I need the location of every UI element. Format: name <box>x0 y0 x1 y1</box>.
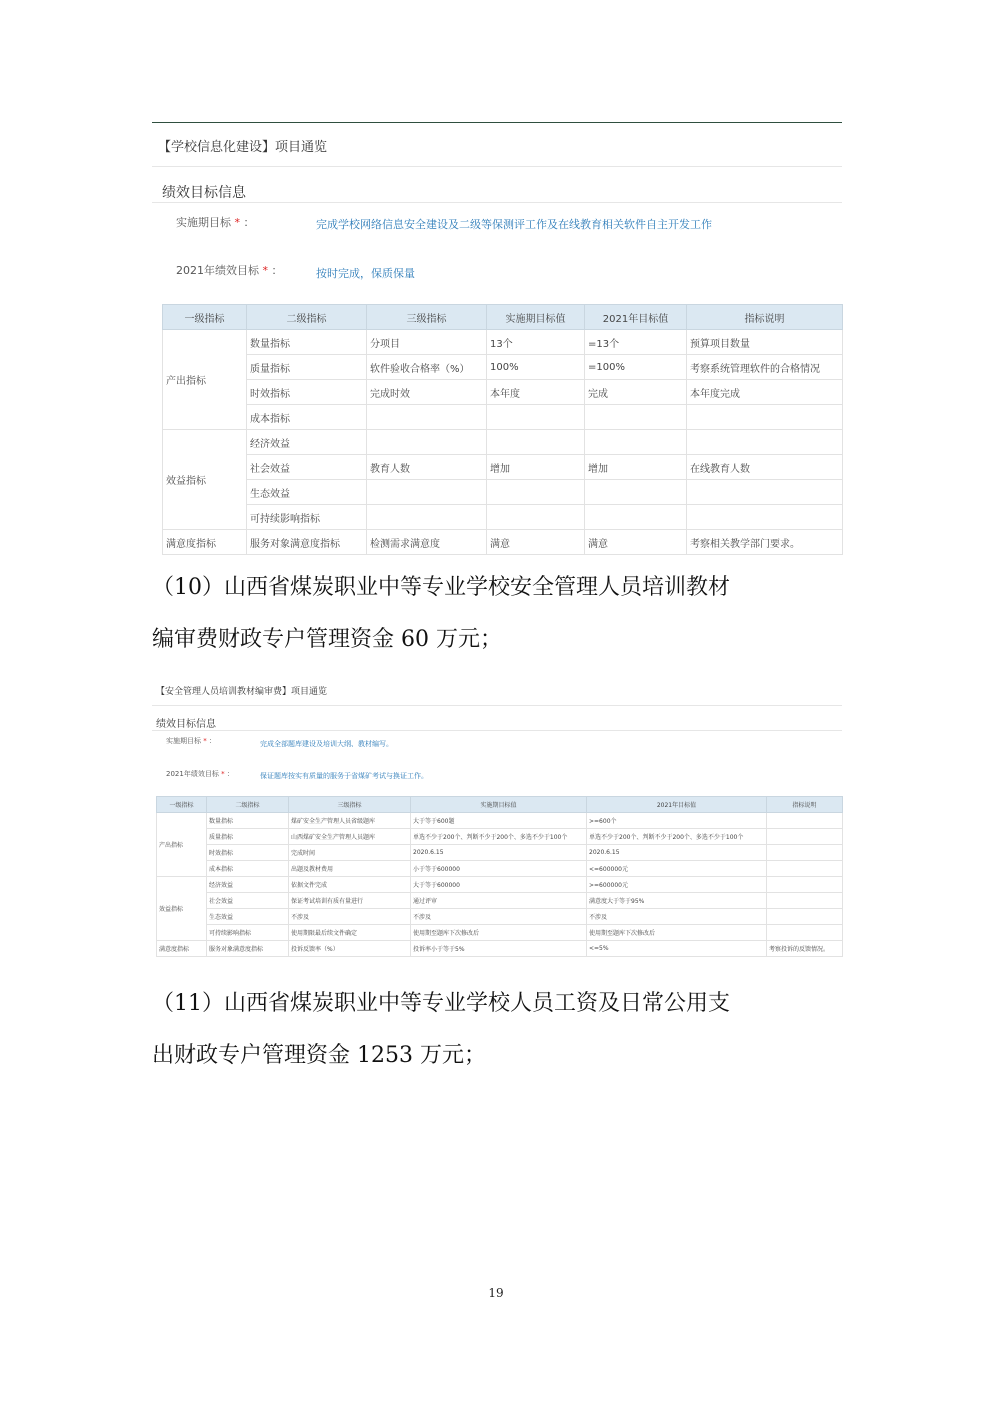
table-cell <box>767 925 843 941</box>
table-cell: 使用期至题库下次修改后 <box>587 925 767 941</box>
table-cell: 社会效益 <box>247 455 367 480</box>
table-cell: 质量指标 <box>247 355 367 380</box>
table-cell: 保证考试培训有质有量进行 <box>289 893 411 909</box>
table-header-row <box>157 797 843 813</box>
table-cell <box>767 877 843 893</box>
table-cell: 成本指标 <box>247 405 367 430</box>
table-cell: 考察相关教学部门要求。 <box>687 530 843 555</box>
table-cell: 单选不少于200个、判断不少于200个、多选不少于100个 <box>587 829 767 845</box>
table-cell: 完成时效 <box>367 380 487 405</box>
table-row <box>157 829 843 845</box>
table-cell <box>585 430 687 455</box>
table-cell: 煤矿安全生产管理人员省级题库 <box>289 813 411 829</box>
table-cell <box>687 480 843 505</box>
body-paragraph-line: 出财政专户管理资金 1253 万元； <box>152 1043 486 1068</box>
table-cell: 使用期至题库下次修改后 <box>411 925 587 941</box>
table-cell: 服务对象满意度指标 <box>207 941 289 957</box>
impl-target-value: 完成全部题库建设及培训大纲、教材编写。 <box>260 740 393 748</box>
year-target-label: 2021年绩效目标 * ： <box>176 264 283 277</box>
section-title: 绩效目标信息 <box>162 185 246 201</box>
impl-target-label: 实施期目标 * ： <box>176 216 255 229</box>
table-row <box>157 845 843 861</box>
table-cell: 依据文件完成 <box>289 877 411 893</box>
col-header: 二级指标 <box>207 797 289 813</box>
table-cell: 服务对象满意度指标 <box>247 530 367 555</box>
table-cell: 使用期限最后续文件确定 <box>289 925 411 941</box>
table-cell: 社会效益 <box>207 893 289 909</box>
table-cell: 教育人数 <box>367 455 487 480</box>
table-cell: 预算项目数量 <box>687 330 843 355</box>
col-header: 指标说明 <box>687 305 843 330</box>
table-row <box>163 530 843 555</box>
table-cell: 经济效益 <box>207 877 289 893</box>
table-cell <box>367 505 487 530</box>
table-cell: 增加 <box>487 455 585 480</box>
table-cell: 大于等于600000 <box>411 877 587 893</box>
table-cell <box>367 430 487 455</box>
group-cell: 效益指标 <box>163 430 247 530</box>
table-row <box>157 941 843 957</box>
table-row <box>163 455 843 480</box>
required-mark: * <box>262 264 268 277</box>
table-cell: 13个 <box>487 330 585 355</box>
table-row <box>163 405 843 430</box>
table-cell: 经济效益 <box>247 430 367 455</box>
project-title: 【学校信息化建设】项目通览 <box>158 140 328 155</box>
group-cell: 产出指标 <box>163 330 247 430</box>
table-cell <box>585 480 687 505</box>
table-cell <box>687 430 843 455</box>
table-cell: 时效指标 <box>207 845 289 861</box>
col-header: 三级指标 <box>367 305 487 330</box>
table-cell <box>367 480 487 505</box>
year-target-value: 保证题库按实有质量的服务于省煤矿考试与换证工作。 <box>260 772 428 780</box>
table-row <box>163 330 843 355</box>
table-cell <box>487 405 585 430</box>
table-cell: 满意度大于等于95% <box>587 893 767 909</box>
col-header: 2021年目标值 <box>587 797 767 813</box>
divider <box>152 705 842 706</box>
table-cell: 山西煤矿安全生产管理人员题库 <box>289 829 411 845</box>
year-target-label: 2021年绩效目标 * ： <box>166 770 234 778</box>
table-cell: 2020.6.15 <box>411 845 587 861</box>
project-overview-panel-1 <box>152 122 842 560</box>
table-cell <box>767 909 843 925</box>
required-mark: * <box>221 770 225 778</box>
table-cell: 不涉及 <box>411 909 587 925</box>
project-overview-panel-2 <box>152 678 842 968</box>
table-header-row <box>163 305 843 330</box>
body-paragraph-line: 编审费财政专户管理资金 60 万元； <box>152 627 502 652</box>
table-cell <box>487 480 585 505</box>
table-cell <box>487 505 585 530</box>
divider <box>152 730 842 731</box>
table-cell <box>367 405 487 430</box>
group-cell: 效益指标 <box>157 877 207 941</box>
body-paragraph-line: （10）山西省煤炭职业中等专业学校安全管理人员培训教材 <box>152 575 730 600</box>
table-row <box>163 355 843 380</box>
table-cell <box>767 861 843 877</box>
col-header: 实施期目标值 <box>411 797 587 813</box>
body-paragraph-line: （11）山西省煤炭职业中等专业学校人员工资及日常公用支 <box>152 991 730 1016</box>
table-cell: <=600000元 <box>587 861 767 877</box>
impl-target-value: 完成学校网络信息安全建设及二级等保测评工作及在线教育相关软件自主开发工作 <box>316 218 712 231</box>
project-title: 【安全管理人员培训教材编审费】项目通览 <box>156 687 328 697</box>
table-cell: 不涉及 <box>587 909 767 925</box>
table-cell: 满意 <box>585 530 687 555</box>
divider <box>152 202 842 203</box>
indicator-table <box>162 304 843 555</box>
table-row <box>157 925 843 941</box>
col-header: 实施期目标值 <box>487 305 585 330</box>
table-cell: 数量指标 <box>247 330 367 355</box>
table-cell: 软件验收合格率（%） <box>367 355 487 380</box>
year-target-value: 按时完成，保质保量 <box>316 267 415 280</box>
group-cell: 满意度指标 <box>157 941 207 957</box>
table-cell: 数量指标 <box>207 813 289 829</box>
table-cell: 投诉率小于等于5% <box>411 941 587 957</box>
table-cell <box>487 430 585 455</box>
col-header: 三级指标 <box>289 797 411 813</box>
table-cell: 考察投诉的反馈情况。 <box>767 941 843 957</box>
table-cell: 完成 <box>585 380 687 405</box>
section-title: 绩效目标信息 <box>156 719 216 730</box>
table-cell: =13个 <box>585 330 687 355</box>
table-cell: >=600000元 <box>587 877 767 893</box>
required-mark: * <box>203 737 207 745</box>
table-cell: 不涉及 <box>289 909 411 925</box>
table-cell: 检测需求满意度 <box>367 530 487 555</box>
group-cell: 满意度指标 <box>163 530 247 555</box>
group-cell: 产出指标 <box>157 813 207 877</box>
table-row <box>163 505 843 530</box>
table-cell: 生态效益 <box>207 909 289 925</box>
indicator-table <box>156 796 843 957</box>
table-cell: 投诉反馈率（%） <box>289 941 411 957</box>
table-cell: 可持续影响指标 <box>247 505 367 530</box>
table-cell: 考察系统管理软件的合格情况 <box>687 355 843 380</box>
table-cell: 本年度完成 <box>687 380 843 405</box>
table-row <box>157 861 843 877</box>
table-cell: 质量指标 <box>207 829 289 845</box>
table-row <box>163 380 843 405</box>
table-cell <box>585 405 687 430</box>
table-cell <box>585 505 687 530</box>
table-cell: 出题及教材费用 <box>289 861 411 877</box>
col-header: 2021年目标值 <box>585 305 687 330</box>
table-cell <box>687 505 843 530</box>
table-cell: 单选不少于200个、判断不少于200个、多选不少于100个 <box>411 829 587 845</box>
col-header: 一级指标 <box>163 305 247 330</box>
table-cell: 小于等于600000 <box>411 861 587 877</box>
table-cell: 分项目 <box>367 330 487 355</box>
table-cell: >=600个 <box>587 813 767 829</box>
col-header: 一级指标 <box>157 797 207 813</box>
divider <box>152 166 842 167</box>
table-row <box>163 430 843 455</box>
table-cell <box>687 405 843 430</box>
table-cell: 大于等于600题 <box>411 813 587 829</box>
table-cell: 增加 <box>585 455 687 480</box>
table-cell: 通过评审 <box>411 893 587 909</box>
col-header: 二级指标 <box>247 305 367 330</box>
page-number: 19 <box>488 1286 504 1300</box>
table-cell <box>767 845 843 861</box>
table-row <box>157 893 843 909</box>
required-mark: * <box>234 216 240 229</box>
col-header: 指标说明 <box>767 797 843 813</box>
table-cell <box>767 813 843 829</box>
impl-target-label: 实施期目标 * ： <box>166 737 216 745</box>
table-cell: 2020.6.15 <box>587 845 767 861</box>
table-row <box>157 877 843 893</box>
table-cell: 成本指标 <box>207 861 289 877</box>
table-row <box>163 480 843 505</box>
table-cell: <=5% <box>587 941 767 957</box>
top-divider <box>152 122 842 123</box>
table-row <box>157 909 843 925</box>
table-cell: =100% <box>585 355 687 380</box>
table-cell: 本年度 <box>487 380 585 405</box>
table-cell: 可持续影响指标 <box>207 925 289 941</box>
table-cell: 满意 <box>487 530 585 555</box>
table-cell: 时效指标 <box>247 380 367 405</box>
table-cell <box>767 829 843 845</box>
table-row <box>157 813 843 829</box>
table-cell: 生态效益 <box>247 480 367 505</box>
table-cell: 100% <box>487 355 585 380</box>
table-cell: 在线教育人数 <box>687 455 843 480</box>
table-cell <box>767 893 843 909</box>
table-cell: 完成时间 <box>289 845 411 861</box>
